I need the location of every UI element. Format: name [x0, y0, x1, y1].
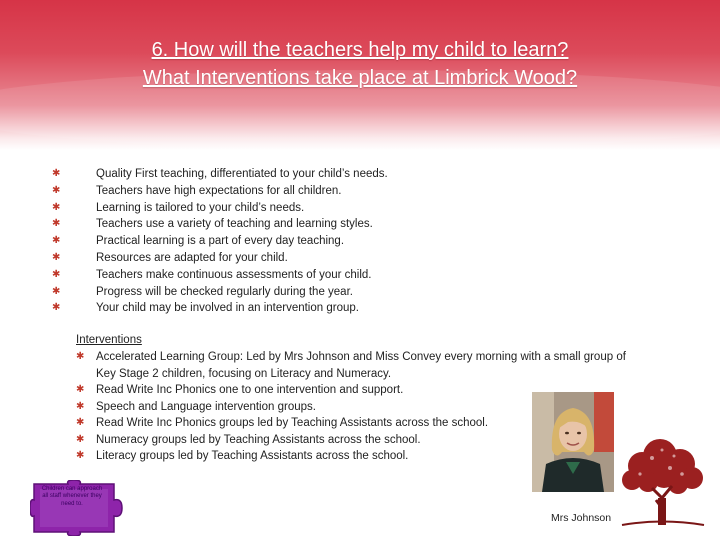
interventions-heading: Interventions	[76, 334, 142, 346]
asterisk-bullet-icon: ✱	[52, 235, 61, 247]
asterisk-bullet-icon: ✱	[52, 285, 61, 297]
list-item: ✱ Numeracy groups led by Teaching Assistants across the school.	[76, 432, 646, 449]
asterisk-bullet-icon: ✱	[52, 201, 61, 213]
asterisk-bullet-icon: ✱	[76, 400, 85, 412]
portrait-illustration	[532, 392, 614, 492]
quality-first-list	[52, 166, 388, 317]
list-item: ✱ Teachers make continuous assessments of your child.	[52, 267, 388, 284]
list-item: ✱ Your child may be involved in an intervention group.	[52, 300, 388, 317]
list-item: ✱ Learning is tailored to your child’s needs.	[52, 200, 388, 217]
list-item: ✱ Teachers have high expectations for all children.	[52, 183, 388, 200]
list-item: ✱ Practical learning is a part of every day teaching.	[52, 233, 388, 250]
list-item: ✱ Read Write Inc Phonics one to one intervention and support.	[76, 382, 646, 399]
title-line-2: What Interventions take place at Limbrick Wood?	[142, 67, 578, 89]
list-item: ✱ Literacy groups led by Teaching Assistants across the school.	[76, 448, 646, 465]
tree-logo-icon	[612, 428, 712, 528]
list-item: ✱ Progress will be checked regularly during the year.	[52, 284, 388, 301]
asterisk-bullet-icon: ✱	[52, 302, 61, 314]
title-line-1: 6. How will the teachers help my child to learn?	[151, 39, 569, 61]
asterisk-bullet-icon: ✱	[76, 384, 85, 395]
asterisk-bullet-icon: ✱	[52, 184, 61, 196]
list-item: ✱ Accelerated Learning Group: Led by Mrs Johnson and Miss Convey every morning with a small group of Key Stage 2 children, focusing on Literacy and Numeracy.	[76, 351, 626, 380]
asterisk-bullet-icon: ✱	[76, 450, 85, 461]
teacher-photo	[532, 392, 614, 492]
list-item: ✱ Speech and Language intervention groups.	[76, 399, 646, 416]
list-item: ✱ Resources are adapted for your child.	[52, 250, 388, 267]
asterisk-bullet-icon: ✱	[76, 433, 85, 445]
list-item: ✱ Quality First teaching, differentiated to your child’s needs.	[52, 166, 388, 183]
asterisk-bullet-icon: ✱	[76, 351, 85, 362]
page-title	[0, 36, 720, 92]
list-item: ✱ Teachers use a variety of teaching and learning styles.	[52, 216, 388, 233]
asterisk-bullet-icon: ✱	[52, 168, 61, 179]
photo-caption: Mrs Johnson	[551, 512, 612, 524]
asterisk-bullet-icon: ✱	[52, 218, 61, 230]
asterisk-bullet-icon: ✱	[76, 417, 85, 428]
asterisk-bullet-icon: ✱	[52, 251, 61, 263]
puzzle-message: Children can approach all staff whenever they need to.	[41, 486, 103, 507]
list-item: ✱ Read Write Inc Phonics groups led by Teaching Assistants across the school.	[76, 415, 646, 432]
asterisk-bullet-icon: ✱	[52, 268, 61, 280]
